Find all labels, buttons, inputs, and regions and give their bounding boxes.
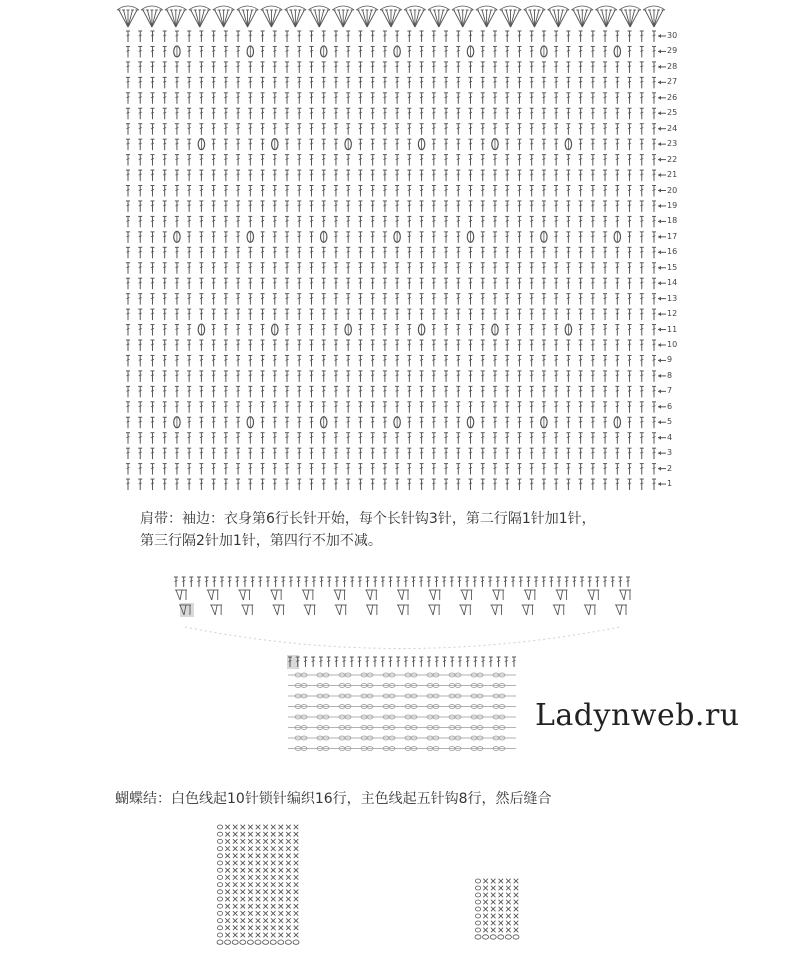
row-label: 15: [667, 262, 678, 272]
fan-stitch: [189, 6, 211, 27]
row-label: 27: [667, 77, 678, 87]
increase-stitch: [615, 605, 627, 615]
chart-row: [126, 278, 656, 289]
row-label: 26: [667, 92, 678, 102]
row-label: 20: [667, 185, 678, 195]
increase-stitch: [207, 590, 219, 600]
increase-stitch: [397, 590, 409, 600]
chart-row: [126, 433, 656, 444]
increase-stitch: [428, 605, 440, 615]
increase-stitch: [302, 590, 314, 600]
shoulder-strap-caption-line1: 肩带：袖边：衣身第6行长针开始，每个长针钩3针，第二行隔1针加1针，: [140, 511, 596, 527]
chain-row: [288, 705, 516, 709]
row-label: 17: [667, 231, 678, 241]
fan-stitch: [356, 6, 378, 27]
row-label: 10: [667, 340, 678, 349]
chain-row: [288, 726, 516, 730]
chart-row: [126, 294, 656, 305]
row-label: 3: [667, 448, 673, 458]
fan-stitch: [547, 6, 569, 27]
increase-stitch: [553, 605, 565, 615]
fan-stitch: [500, 6, 522, 27]
row-label: 1: [667, 479, 673, 489]
chart-row: [126, 355, 656, 366]
chain-row: [288, 747, 516, 751]
watermark-text: Ladynweb.ru: [535, 698, 740, 733]
row-label: 4: [667, 432, 673, 442]
chart-row: [126, 340, 656, 351]
bow-caption: 蝴蝶结：白色线起10针锁针编织16行，主色线起五针钩8行，然后缝合: [115, 791, 552, 807]
chart-row: [126, 186, 656, 197]
fan-stitch: [332, 6, 354, 27]
chart-row: [126, 263, 656, 274]
chain-row: [288, 673, 516, 677]
fan-stitch: [428, 6, 450, 27]
fan-stitch: [141, 6, 163, 27]
chain-row: [288, 736, 516, 740]
increase-stitch: [397, 605, 409, 615]
increase-stitch: [619, 590, 631, 600]
row-label: 2: [667, 463, 673, 473]
fan-stitch: [523, 6, 545, 27]
increase-stitch: [238, 590, 250, 600]
chart-row: [126, 448, 656, 459]
row-label: 30: [667, 31, 678, 40]
chart-row: [126, 46, 656, 58]
bow-large-chart: [217, 825, 299, 945]
row-label: 8: [667, 370, 673, 380]
fan-stitch: [619, 6, 641, 27]
row-label: 9: [667, 355, 673, 365]
increase-stitch: [524, 590, 536, 600]
row-label: 6: [667, 401, 673, 411]
chart-row: [126, 216, 656, 227]
row-label: 18: [667, 216, 678, 226]
increase-stitch: [460, 590, 472, 600]
row-label: 28: [667, 61, 678, 71]
chart-row: [126, 371, 656, 382]
shoulder-strap-caption-line2: 第三行隔2针加1针，第四行不加不减。: [140, 533, 382, 549]
chart-row: [126, 108, 656, 119]
chart-row: [126, 479, 656, 490]
chain-row: [288, 684, 516, 688]
increase-stitch: [429, 590, 441, 600]
fan-stitch: [380, 6, 402, 27]
increase-stitch: [522, 605, 534, 615]
row-label: 13: [667, 293, 678, 303]
chart-row: [126, 231, 656, 243]
increase-stitch: [335, 605, 347, 615]
increase-stitch: [366, 605, 378, 615]
chart-row: [126, 124, 656, 135]
row-label: 19: [667, 200, 678, 210]
row-label: 29: [667, 46, 678, 56]
increase-stitch: [241, 605, 253, 615]
fan-stitch: [643, 6, 665, 27]
row-label: 12: [667, 309, 678, 319]
increase-stitch: [365, 590, 377, 600]
fan-stitch: [308, 6, 330, 27]
bow-small-chart: [475, 879, 519, 940]
row-label: 23: [667, 139, 678, 149]
bow-charts: [0, 815, 800, 960]
chart-row: [126, 324, 656, 336]
increase-stitch: [304, 605, 316, 615]
chart-row: [126, 464, 656, 475]
row-label: 22: [667, 154, 678, 164]
sleeve-edge-chart: [0, 565, 800, 765]
fan-stitch: [284, 6, 306, 27]
fan-stitch: [452, 6, 474, 27]
chart-row: [126, 93, 656, 104]
chart-row: [126, 247, 656, 258]
row-label: 11: [667, 324, 678, 334]
fan-stitch: [404, 6, 426, 27]
row-label: 25: [667, 108, 678, 118]
chart-row: [126, 417, 656, 429]
chart-row: [126, 309, 656, 320]
fan-stitch: [595, 6, 617, 27]
chart-row: [126, 201, 656, 212]
increase-stitch: [587, 590, 599, 600]
chain-row: [288, 715, 516, 719]
fan-stitch: [260, 6, 282, 27]
increase-stitch: [492, 590, 504, 600]
chain-row: [288, 694, 516, 698]
row-label: 7: [667, 386, 673, 396]
row-label: 21: [667, 170, 678, 180]
chart-row: [126, 402, 656, 413]
fan-stitch: [117, 6, 139, 27]
increase-stitch: [270, 590, 282, 600]
row-label: 14: [667, 278, 678, 288]
chart-row: [126, 139, 656, 151]
increase-stitch: [210, 605, 222, 615]
increase-stitch: [272, 605, 284, 615]
chart-row: [126, 386, 656, 397]
increase-stitch: [175, 590, 187, 600]
increase-stitch: [584, 605, 596, 615]
row-label: 24: [667, 123, 678, 133]
fan-stitch: [476, 6, 498, 27]
fan-stitch: [213, 6, 235, 27]
fan-stitch: [165, 6, 187, 27]
row-label: 5: [667, 417, 673, 427]
chart-row: [126, 62, 656, 73]
chart-row: [126, 31, 656, 42]
increase-stitch: [556, 590, 568, 600]
increase-stitch: [490, 605, 502, 615]
increase-stitch: [459, 605, 471, 615]
fan-stitch: [237, 6, 259, 27]
row-label: 16: [667, 247, 678, 257]
chart-row: [126, 155, 656, 166]
fan-stitch: [571, 6, 593, 27]
chart-row: [126, 170, 656, 181]
placement-arc: [185, 627, 620, 649]
increase-stitch: [334, 590, 346, 600]
chart-row: [126, 77, 656, 88]
